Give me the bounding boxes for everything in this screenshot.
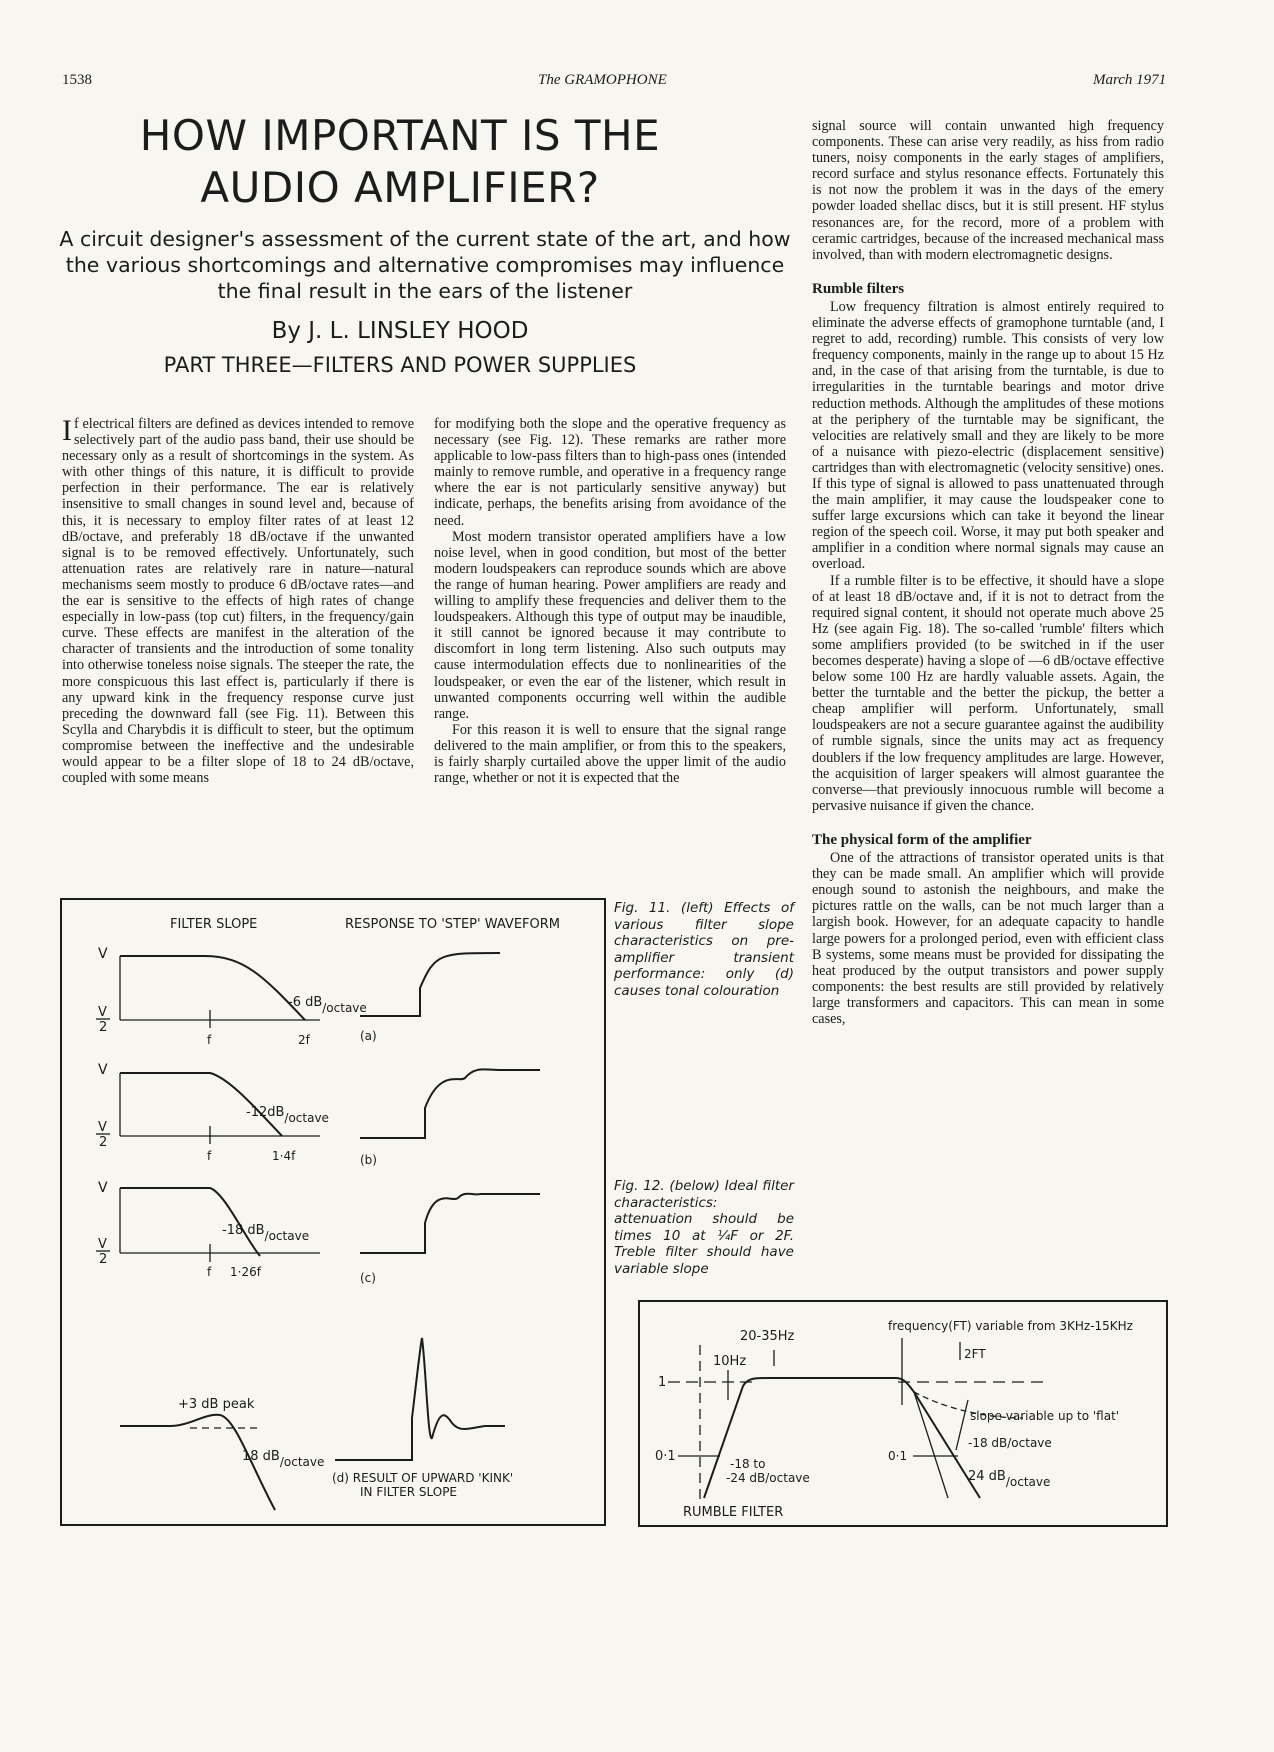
paragraph-text: f electrical filters are defined as devices intended to remove selectively part of the audio pass band, their use should be necessary only as a result of shortcomings in the system. As with other things of this nature, it is difficult to provide perfection in their performance. The ear is relatively insensitive to small changes in sound level and, because of this, it is necessary to employ filter rates of at least 12 dB/octave, and preferably 18 dB/octave if the unwanted signal is to be removed effectively. Unfortunately, such attenuation rates are relatively rare in nature—natural mechanisms seem mostly to produce 6 dB/octave rates—and the ear is sensitive to the effects of high rates of change especially in low-pass (top cut) filters, in the frequency/gain curve. These effects are manifest in the alteration of the character of transients and the introduction of some tonality into otherwise toneless noise signals. The steeper the rate, the more conspicuous this last effect is, particularly if there is any upward kink in the frequency response curve just preceding the downward fall (see Fig. 11). Between this Scylla and Charybdis it is difficult to steer, but the optimum compromise between the ineffective and the undesirable would appear to be a filter slope of 18 to 24 dB/octave, coupled with some means (62, 416, 414, 787)
slope-18-line (914, 1392, 948, 1498)
slope-18-label: -18 dB/octave (968, 1436, 1052, 1450)
step-response-a (360, 953, 500, 1016)
tick-2f-label: 2f (298, 1033, 310, 1047)
tick-126f-label: 1·26f (230, 1265, 261, 1279)
curve-c-18db (120, 1188, 260, 1256)
column-1 (62, 416, 414, 786)
paragraph: Most modern transistor operated amplifiers have a low noise level, when in good condition, but most of the better modern loudspeakers can reproduce sounds which are above the range of human hearing. Power amplifiers are ready and willing to amplify these frequencies and deliver them to the loudspeakers. Although this type of output may be inaudible, it still cannot be ignored because it may contribute to discomfort in long term listening. Also such outputs may cause intermodulation effects due to nonlinearities of the loudspeaker, or even the ear of the listener, which result in unwanted components occurring well within the audible range. (434, 528, 786, 722)
tick-14f-label: 1·4f (272, 1149, 296, 1163)
step-response-d (335, 1338, 505, 1460)
paragraph: Low frequency filtration is almost entirely required to eliminate the adverse effects of gramophone turntable (and, I regret to add, recording) rumble. This consists of very low frequency components, mainly in the range up to about 15 Hz and, in the case of that arising from the turntable, is due to irregularities in the turntable bearings and motor drive reduction methods. Although the amplitudes of these motions at the periphery of the turntable may be significant, the velocities are relatively small and they are likely to be more of a nuisance with piezo-electric (displacement sensitive) cartridges than with electromagnetic (velocity sensitive) ones. If this type of signal is allowed to pass unattenuated through the main amplifier, it may cause the loudspeaker cone to suffer large excursions which can take it beyond the linear region of the speech coil. Worse, it may put both speaker and amplifier in a condition where normal signals may cause an overload. (812, 298, 1164, 573)
y-tick-1: 1 (658, 1375, 667, 1390)
fig11-caption: Fig. 11. (left) Effects of various filter slope characteristics on pre-amplifier transient performance: only (d) causes tonal colouration (614, 900, 794, 999)
fig12-diagram (638, 1300, 1168, 1527)
panel-label-d-2: IN FILTER SLOPE (360, 1485, 458, 1499)
article-title (100, 110, 700, 214)
peak-label: +3 dB peak (178, 1397, 255, 1412)
page-number: 1538 (62, 72, 92, 88)
freq-range-label: 20-35Hz (740, 1329, 795, 1344)
axis-v-half-num: V (98, 1120, 107, 1135)
panel-label-a: (a) (360, 1029, 377, 1043)
treble-freq-label: frequency(FT) variable from 3KHz-15KHz (888, 1319, 1133, 1333)
rumble-slope-label-2: -24 dB/octave (726, 1471, 810, 1485)
axis-v-half-den: 2 (99, 1020, 108, 1035)
step-response-b (360, 1069, 540, 1138)
tick-f-label: f (207, 1265, 212, 1279)
tick-f-label: f (207, 1149, 212, 1163)
panel-label-d-1: (d) RESULT OF UPWARD 'KINK' (332, 1471, 514, 1485)
byline: By J. L. LINSLEY HOOD (271, 318, 529, 344)
panel-label-c: (c) (360, 1271, 376, 1285)
rumble-slope-label-1: -18 to (730, 1457, 766, 1471)
part-heading: PART THREE—FILTERS AND POWER SUPPLIES (163, 353, 637, 377)
article-subtitle: A circuit designer's assessment of the current state of the art, and how the various shortcomings and alternative compromises may influence the final result in the ears of the listener (59, 227, 791, 303)
column-3 (812, 118, 1164, 1027)
section-heading: Rumble filters (812, 280, 905, 297)
title-line-1: HOW IMPORTANT IS THE (139, 111, 661, 160)
step-response-c (360, 1194, 540, 1253)
running-head: The GRAMOPHONE (538, 72, 667, 88)
column-2 (434, 416, 786, 786)
panel-label-b: (b) (360, 1153, 377, 1167)
tick-f-label: f (207, 1033, 212, 1047)
y-tick-01: 0·1 (655, 1449, 676, 1464)
rumble-filter-label: RUMBLE FILTER (683, 1505, 784, 1520)
drop-cap: I (62, 414, 72, 447)
fig11-diagram (60, 898, 606, 1526)
fig11-head-filter: FILTER SLOPE (170, 917, 258, 932)
rate-label: -6 dB/octave (288, 995, 367, 1015)
axis-v: V (98, 946, 108, 962)
two-ft-label: 2FT (964, 1347, 986, 1361)
rate-label: -18 dB/octave (222, 1223, 310, 1243)
ten-hz-label: 10Hz (713, 1354, 747, 1369)
axis-v: V (98, 1180, 108, 1196)
slope-24-label: 24 dB/octave (968, 1469, 1051, 1489)
y-tick-01-right: 0·1 (888, 1449, 908, 1463)
issue-date: March 1971 (1093, 72, 1167, 88)
section-heading: The physical form of the amplifier (812, 831, 1032, 848)
axis-v-half-num: V (98, 1237, 107, 1252)
slope-pointer (956, 1400, 968, 1450)
paragraph (62, 416, 414, 786)
axis-v-half-den: 2 (99, 1135, 108, 1150)
slope-variable-label: slope variable up to 'flat' (970, 1409, 1120, 1423)
axis-v-half-num: V (98, 1005, 107, 1020)
fig11-head-response: RESPONSE TO 'STEP' WAVEFORM (345, 917, 560, 932)
title-line-2: AUDIO AMPLIFIER? (200, 163, 600, 212)
axis-v-half-den: 2 (99, 1252, 108, 1267)
axis-v: V (98, 1062, 108, 1078)
rate-label: -12dB/octave (246, 1105, 329, 1125)
paragraph: For this reason it is well to ensure that the signal range delivered to the main amplifier, or from this to the speakers, is fairly sharply curtailed above the upper limit of the audio range, whether or not it is expected that the (434, 721, 786, 787)
fig11-frame (61, 899, 605, 1525)
paragraph: signal source will contain unwanted high frequency components. These can arise very readily, as hiss from radio tuners, noisy components in the early stages of amplifiers, record surface and stylus resonance effects. Fortunately this is not now the problem it was in the days of the emery powder loaded shellac discs, but it is still present. HF stylus resonances are, for the record, more of a problem with ceramic cartridges, because of the increased mechanical mass involved, than with modern electromagnetic designs. (812, 118, 1164, 263)
paragraph: If a rumble filter is to be effective, it should have a slope of at least 18 dB/octave and, if it is not to detract from the required signal content, it should not operate much above 25 Hz (see again Fig. 18). The so-called 'rumble' filters which some amplifiers provided (to be switched in if the user becomes desperate) having a slope of —6 dB/octave effective below some 100 Hz are hardly valuable assets. Again, the better the turntable and the better the pickup, the better a cheap amplifier will perform. Unfortunately, small loudspeakers are not a secure guarantee against the audibility of rumble signals, since the units may act as frequency doublers if the low frequency amplitudes are large. However, the acquisition of larger speakers will almost guarantee the converse—that previously innocuous rumble will become a pervasive nuisance if given the chance. (812, 572, 1164, 814)
rate-label: 18 dB/octave (242, 1449, 325, 1469)
curve-a-6db (120, 956, 305, 1020)
paragraph: One of the attractions of transistor operated units is that they can be made small. An amplifier which will provide enough sound to astonish the neighbours, and make the pictures rattle on the walls, can be not much larger than a largish book. However, for an adequate capacity to handle large powers for a prolonged period, even with efficient class B systems, some means must be provided for dissipating the heat produced by the output transistors and power supply components: the best results are still provided by relatively large transformers and capacitors. This can mean in some cases, (812, 850, 1164, 1027)
fig12-caption: Fig. 12. (below) Ideal filter characteristics: attenuation should be times 10 at ¼F or 2F. Treble filter should have variable slope (614, 1178, 794, 1277)
paragraph: for modifying both the slope and the operative frequency as necessary (see Fig. 12). These remarks are rather more applicable to low-pass filters than to high-pass ones (intended mainly to remove rumble, and operative in a frequency range where the ear is not particularly sensitive anyway) but indicate, perhaps, the benefits arising from avoidance of the need. (434, 416, 786, 529)
